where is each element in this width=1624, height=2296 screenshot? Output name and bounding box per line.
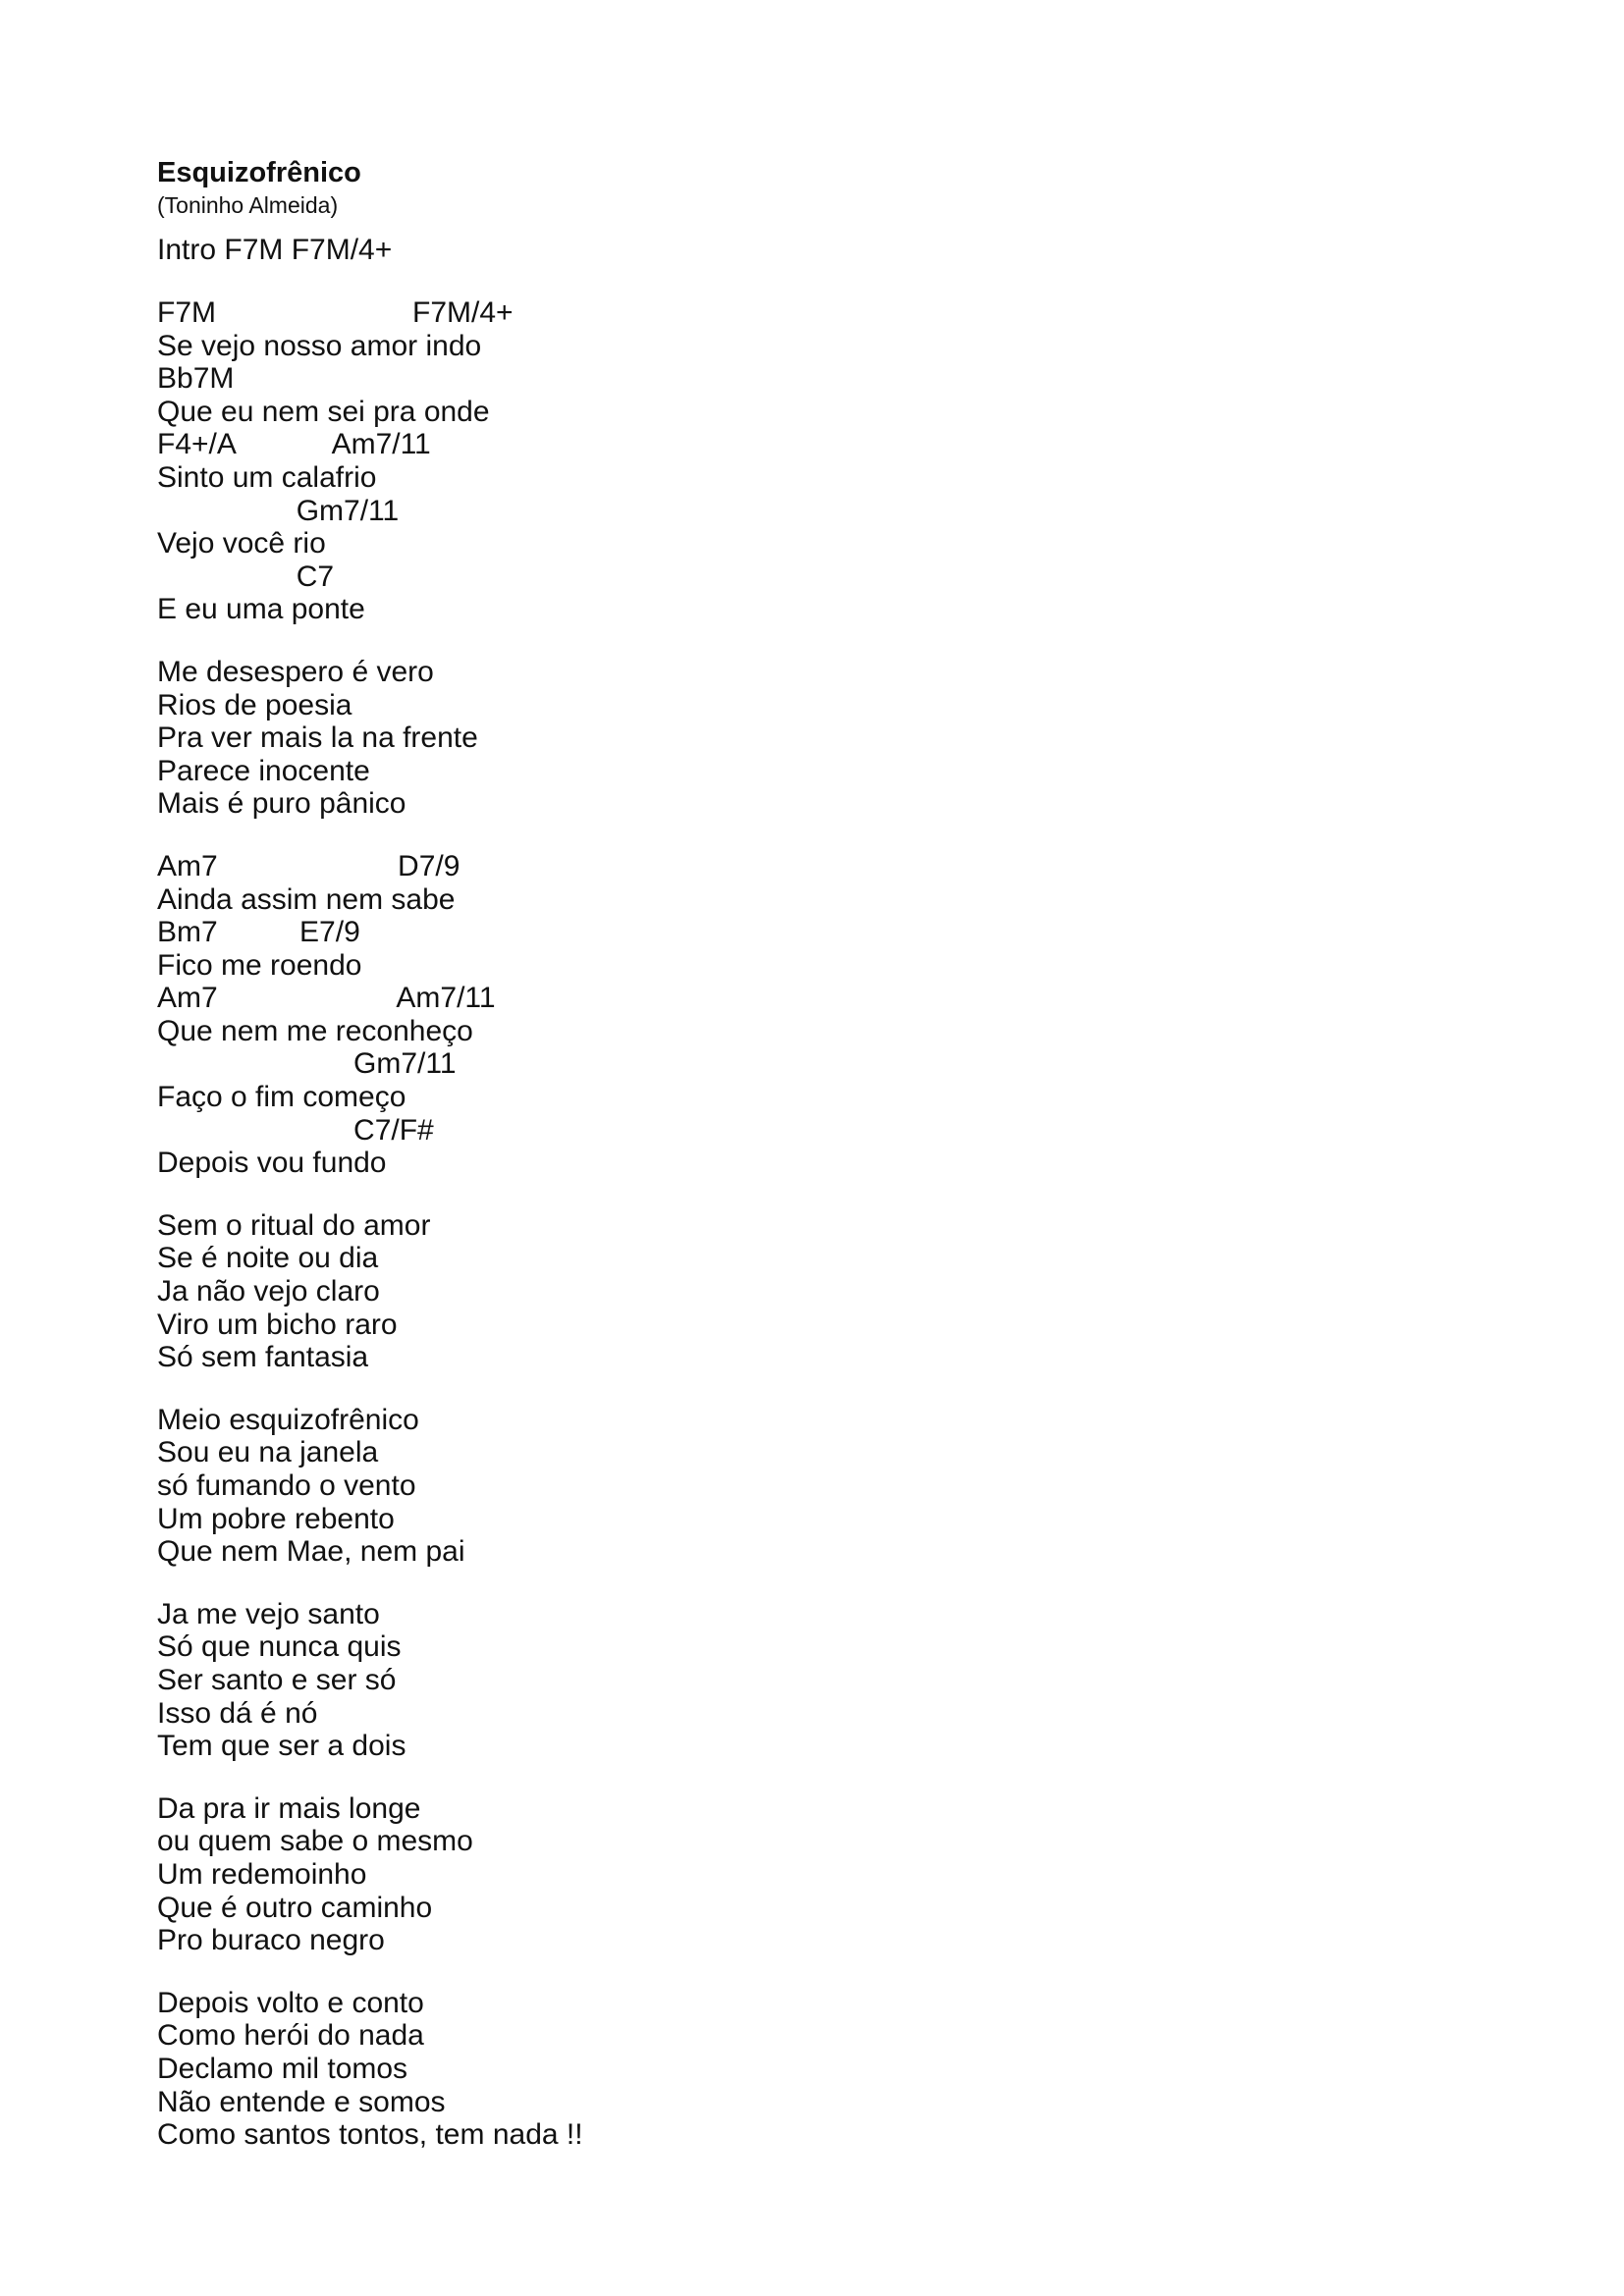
stanza — [157, 1598, 1237, 1763]
lyric-line: Pra ver mais la na frente — [157, 721, 478, 755]
lyric-line: Se é noite ou dia — [157, 1242, 379, 1275]
lyric-line: Como herói do nada — [157, 2019, 424, 2053]
stanza — [157, 1209, 1237, 1374]
stanza — [157, 1792, 1237, 1957]
song-body — [157, 296, 1237, 2152]
intro-chords: Intro F7M F7M/4+ — [157, 234, 393, 266]
lyric-line: Só que nunca quis — [157, 1630, 402, 1664]
lyric-line: Parece inocente — [157, 754, 370, 787]
lyric-line: Mais é puro pânico — [157, 787, 406, 821]
chord-line: Bb7M — [157, 362, 235, 396]
lyric-line: Ser santo e ser só — [157, 1663, 397, 1696]
stanza — [157, 296, 1237, 626]
chord-line: C7/F# — [157, 1113, 434, 1147]
lyric-line: Sou eu na janela — [157, 1436, 379, 1469]
lyric-line: Me desespero é vero — [157, 655, 434, 688]
lyric-line: Ainda assim nem sabe — [157, 882, 456, 916]
lyric-line: Como santos tontos, tem nada !! — [157, 2118, 583, 2152]
lyric-line: Isso dá é nó — [157, 1696, 318, 1730]
lyric-line: Depois vou fundo — [157, 1147, 387, 1180]
lyric-line: Rios de poesia — [157, 688, 352, 721]
lyric-line: Que eu nem sei pra onde — [157, 395, 490, 428]
lyric-line: Faço o fim começo — [157, 1081, 406, 1114]
chord-line: Bm7 E7/9 — [157, 916, 360, 949]
stanza — [157, 1987, 1237, 2152]
stanza — [157, 1404, 1237, 1569]
lyric-line: Ja não vejo claro — [157, 1275, 380, 1308]
lyric-line: Um pobre rebento — [157, 1502, 395, 1535]
stanza — [157, 850, 1237, 1180]
lyrics-sheet — [157, 155, 1237, 2181]
chord-line: Am7 D7/9 — [157, 849, 460, 882]
lyric-line: Sem o ritual do amor — [157, 1208, 431, 1242]
chord-line: Am7 Am7/11 — [157, 982, 496, 1015]
lyric-line: Só sem fantasia — [157, 1341, 369, 1374]
lyric-line: Da pra ir mais longe — [157, 1791, 421, 1825]
lyric-line: E eu uma ponte — [157, 593, 365, 626]
lyric-line: Se vejo nosso amor indo — [157, 329, 482, 362]
lyric-line: Depois volto e conto — [157, 1986, 424, 2019]
lyric-line: Um redemoinho — [157, 1857, 367, 1891]
lyric-line: Meio esquizofrênico — [157, 1403, 419, 1436]
chord-line: Gm7/11 — [157, 494, 400, 527]
lyric-line: Que nem Mae, nem pai — [157, 1535, 465, 1569]
lyric-line: Vejo você rio — [157, 527, 326, 561]
lyric-line: Tem que ser a dois — [157, 1730, 406, 1763]
chord-line: Gm7/11 — [157, 1047, 457, 1081]
chord-line: C7 — [157, 560, 335, 593]
song-title: Esquizofrênico — [157, 157, 361, 188]
lyric-line: Viro um bicho raro — [157, 1308, 398, 1341]
lyric-line: Declamo mil tomos — [157, 2052, 408, 2085]
stanza — [157, 656, 1237, 821]
lyric-line: Sinto um calafrio — [157, 460, 377, 494]
lyric-line: só fumando o vento — [157, 1469, 416, 1502]
chord-line: F4+/A Am7/11 — [157, 428, 431, 461]
lyric-line: Pro buraco negro — [157, 1924, 385, 1957]
chord-line: F7M F7M/4+ — [157, 296, 514, 329]
lyric-line: Ja me vejo santo — [157, 1597, 380, 1630]
lyric-line: ou quem sabe o mesmo — [157, 1825, 473, 1858]
lyric-line: Que é outro caminho — [157, 1891, 433, 1924]
song-author: (Toninho Almeida) — [157, 192, 339, 218]
lyric-line: Fico me roendo — [157, 948, 362, 982]
lyric-line: Que nem me reconheço — [157, 1014, 473, 1047]
lyric-line: Não entende e somos — [157, 2085, 446, 2118]
